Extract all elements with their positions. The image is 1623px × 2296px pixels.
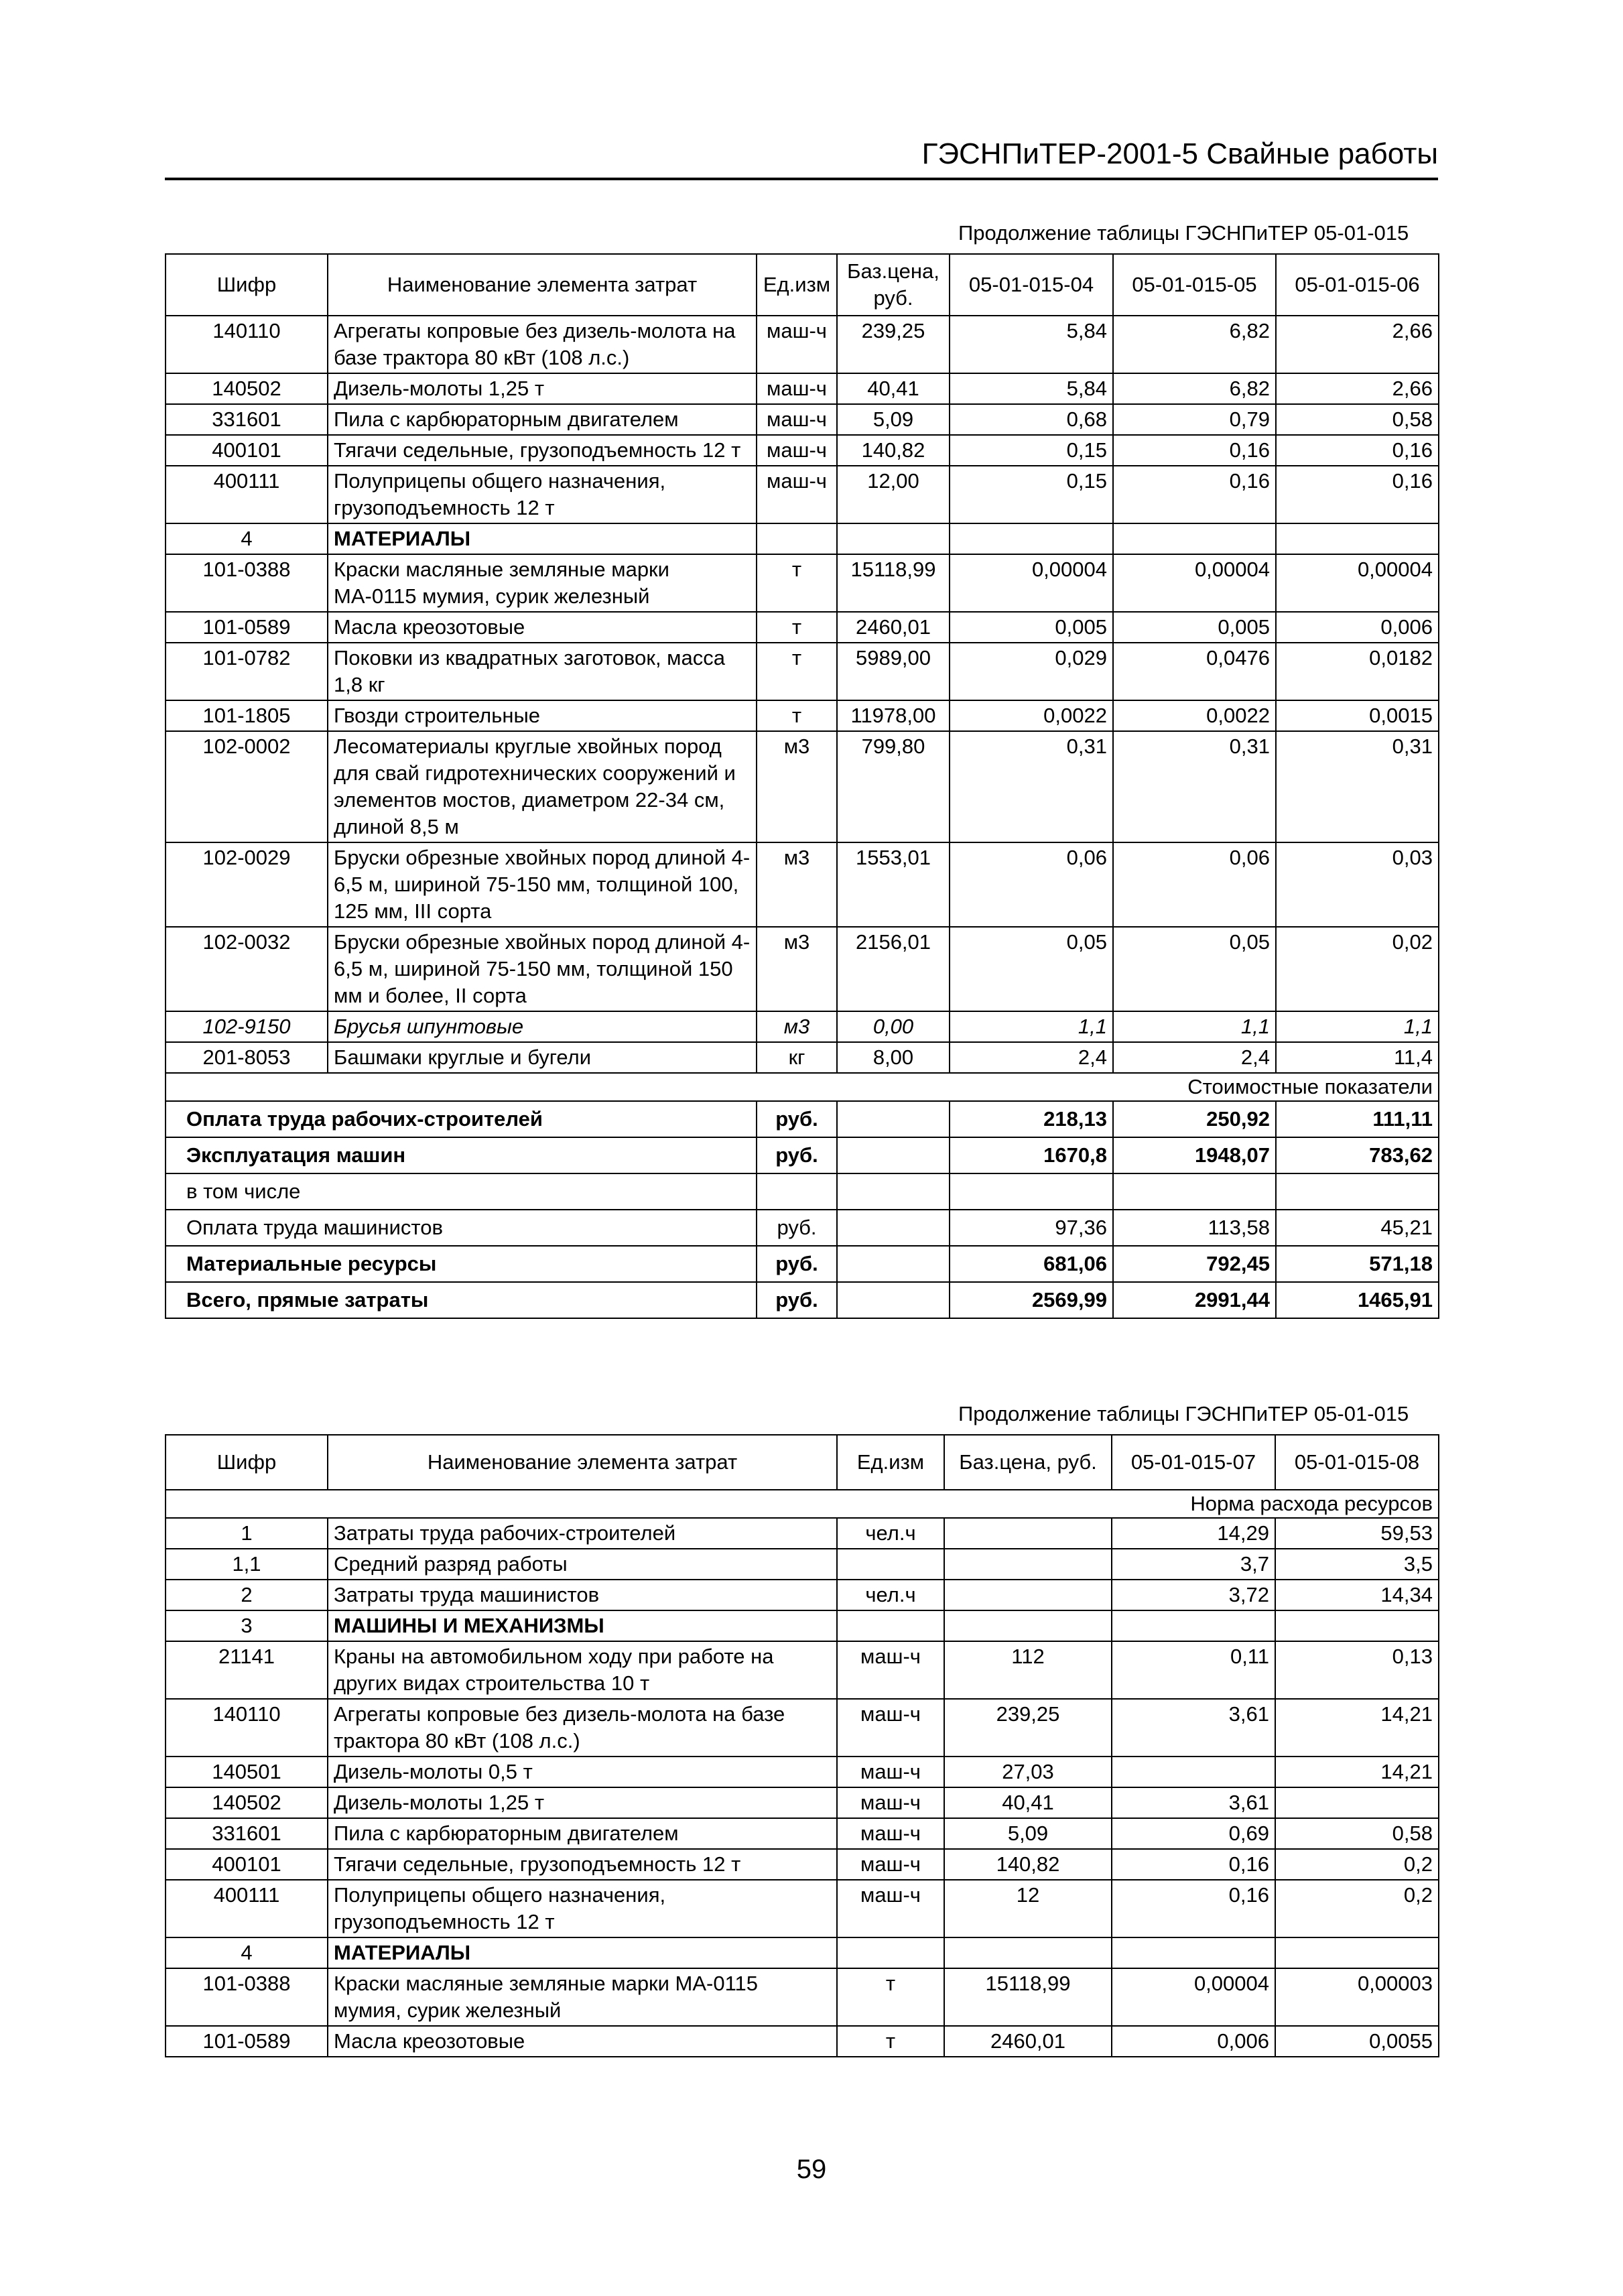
table-row [166,1757,1439,1787]
norm-value: 14,21 [1275,1699,1439,1757]
summary-row [166,1246,1439,1282]
resource-code: 201-8053 [166,1042,328,1073]
column-header: 05-01-015-07 [1112,1435,1275,1490]
column-header: 05-01-015-06 [1276,254,1439,316]
cost-value [1276,1173,1439,1210]
unit: руб. [757,1101,837,1137]
table-row [166,1937,1439,1968]
section-heading: МАШИНЫ И МЕХАНИЗМЫ [328,1610,837,1641]
resource-code: 102-0029 [166,842,328,927]
unit: руб. [757,1282,837,1318]
resource-code: 400101 [166,435,328,466]
table-row [166,1610,1439,1641]
base-price: 8,00 [837,1042,950,1073]
document-title: ГЭСНПиТЕР-2001-5 Свайные работы [921,137,1438,170]
norm-value: 0,00004 [1276,554,1439,612]
section-heading: МАТЕРИАЛЫ [328,1937,837,1968]
summary-label: Оплата труда рабочих-строителей [166,1101,757,1137]
table-row [166,1880,1439,1937]
base-price: 2156,01 [837,927,950,1011]
resource-code: 140502 [166,1787,328,1818]
resource-norm-label: Норма расхода ресурсов [166,1490,1439,1518]
norm-value: 2,4 [950,1042,1113,1073]
table-row [166,1549,1439,1580]
summary-label: Материальные ресурсы [166,1246,757,1282]
base-price: 5989,00 [837,643,950,700]
summary-row [166,1137,1439,1173]
column-header: 05-01-015-04 [950,254,1113,316]
unit: маш-ч [837,1880,944,1937]
resource-code: 102-0032 [166,927,328,1011]
resource-name: Полуприцепы общего назначения, грузоподъемность 12 т [328,466,757,523]
norm-value: 0,16 [1112,1849,1275,1880]
resource-code: 140110 [166,1699,328,1757]
column-header: Наименование элемента затрат [328,254,757,316]
base-price: 2460,01 [837,612,950,643]
norm-value: 0,69 [1112,1818,1275,1849]
base-price: 239,25 [944,1699,1112,1757]
base-price [944,1610,1112,1641]
table-row [166,554,1439,612]
base-price: 15118,99 [837,554,950,612]
unit: маш-ч [757,373,837,404]
resource-code: 101-1805 [166,700,328,731]
table2-header-row [166,1435,1439,1490]
table-row [166,316,1439,373]
table-row [166,1787,1439,1818]
base-price [944,1549,1112,1580]
table-row [166,700,1439,731]
norm-value: 59,53 [1275,1518,1439,1549]
resource-name: Затраты труда машинистов [328,1580,837,1610]
unit: маш-ч [757,435,837,466]
resource-name: Тягачи седельные, грузоподъемность 12 т [328,1849,837,1880]
unit [757,1173,837,1210]
resource-name: Брусья шпунтовые [328,1011,757,1042]
column-header: Шифр [166,254,328,316]
base-price: 40,41 [944,1787,1112,1818]
base-price: 140,82 [837,435,950,466]
summary-label: Эксплуатация машин [166,1137,757,1173]
base-price: 5,09 [944,1818,1112,1849]
resource-name: Дизель-молоты 0,5 т [328,1757,837,1787]
norm-value: 2,66 [1276,373,1439,404]
cost-value: 250,92 [1113,1101,1276,1137]
resource-name: Краски масляные земляные марки МА-0115 мумия, сурик железный [328,1968,837,2026]
table-row [166,466,1439,523]
norm-value: 0,00004 [1113,554,1276,612]
table-row [166,373,1439,404]
resource-name: Дизель-молоты 1,25 т [328,1787,837,1818]
norm-value: 0,31 [1276,731,1439,842]
section-band [166,1490,1439,1518]
resource-name: Масла креозотовые [328,612,757,643]
table-row [166,1641,1439,1699]
norm-value: 1,1 [950,1011,1113,1042]
table-row [166,927,1439,1011]
unit: м3 [757,842,837,927]
column-header: Баз.цена, руб. [837,254,950,316]
section-band [166,1073,1439,1101]
empty-cell [837,1173,950,1210]
unit [837,1610,944,1641]
norm-value: 0,05 [1113,927,1276,1011]
base-price: 0,00 [837,1011,950,1042]
page-number: 59 [796,2155,827,2184]
norm-value: 0,16 [1113,466,1276,523]
resource-name: Агрегаты копровые без дизель-молота на базе трактора 80 кВт (108 л.с.) [328,316,757,373]
resource-name: Масла креозотовые [328,2026,837,2057]
norm-value: 0,00003 [1275,1968,1439,2026]
resource-code: 400101 [166,1849,328,1880]
table2-caption: Продолжение таблицы ГЭСНПиТЕР 05-01-015 [958,1402,1409,1425]
base-price [944,1518,1112,1549]
resource-code: 4 [166,523,328,554]
norm-value: 0,00004 [950,554,1113,612]
resource-code: 400111 [166,466,328,523]
cost-value: 45,21 [1276,1210,1439,1246]
resource-code: 101-0388 [166,1968,328,2026]
resource-name: Башмаки круглые и бугели [328,1042,757,1073]
norm-value [1275,1787,1439,1818]
norm-value [1113,523,1276,554]
resource-name: Лесоматериалы круглые хвойных пород для свай гидротехнических сооружений и элементов мостов, диаметром 22-34 см, длиной 8,5 м [328,731,757,842]
norm-value: 14,29 [1112,1518,1275,1549]
resource-code: 140502 [166,373,328,404]
column-header: Ед.изм [837,1435,944,1490]
resource-code: 400111 [166,1880,328,1937]
norm-value: 1,1 [1113,1011,1276,1042]
table-row [166,612,1439,643]
unit [837,1549,944,1580]
cost-value: 1948,07 [1113,1137,1276,1173]
norm-value: 6,82 [1113,316,1276,373]
unit: руб. [757,1210,837,1246]
norm-value: 0,006 [1276,612,1439,643]
cost-value: 113,58 [1113,1210,1276,1246]
table1-caption: Продолжение таблицы ГЭСНПиТЕР 05-01-015 [958,221,1409,245]
base-price: 5,09 [837,404,950,435]
resource-name: Пила с карбюраторным двигателем [328,1818,837,1849]
norm-value: 3,61 [1112,1787,1275,1818]
norm-value: 0,68 [950,404,1113,435]
norm-value: 0,005 [950,612,1113,643]
norm-value: 0,16 [1113,435,1276,466]
resource-name: Пила с карбюраторным двигателем [328,404,757,435]
base-price: 112 [944,1641,1112,1699]
table-row [166,842,1439,927]
table-row [166,731,1439,842]
column-header: 05-01-015-08 [1275,1435,1439,1490]
column-header: 05-01-015-05 [1113,254,1276,316]
resource-table-2 [165,1434,1439,2057]
cost-value: 97,36 [950,1210,1113,1246]
base-price: 11978,00 [837,700,950,731]
page-header [165,137,1438,180]
base-price: 2460,01 [944,2026,1112,2057]
norm-value [1112,1610,1275,1641]
resource-name: Затраты труда рабочих-строителей [328,1518,837,1549]
cost-value: 783,62 [1276,1137,1439,1173]
cost-value: 792,45 [1113,1246,1276,1282]
base-price: 27,03 [944,1757,1112,1787]
resource-name: Агрегаты копровые без дизель-молота на базе трактора 80 кВт (108 л.с.) [328,1699,837,1757]
cost-indicators-label: Стоимостные показатели [166,1073,1439,1101]
norm-value: 6,82 [1113,373,1276,404]
base-price: 140,82 [944,1849,1112,1880]
base-price: 12,00 [837,466,950,523]
unit: м3 [757,1011,837,1042]
resource-code: 101-0388 [166,554,328,612]
resource-name: Дизель-молоты 1,25 т [328,373,757,404]
norm-value: 0,16 [1112,1880,1275,1937]
resource-name: Краны на автомобильном ходу при работе на других видах строительства 10 т [328,1641,837,1699]
norm-value: 0,0055 [1275,2026,1439,2057]
unit: т [757,554,837,612]
norm-value: 0,03 [1276,842,1439,927]
table-row [166,1818,1439,1849]
cost-value: 111,11 [1276,1101,1439,1137]
resource-code: 3 [166,1610,328,1641]
table-row [166,1518,1439,1549]
summary-label: Оплата труда машинистов [166,1210,757,1246]
summary-row [166,1173,1439,1210]
resource-name: Бруски обрезные хвойных пород длиной 4-6,5 м, шириной 75-150 мм, толщиной 100, 125 мм, III сорта [328,842,757,927]
norm-value: 1,1 [1276,1011,1439,1042]
resource-code: 331601 [166,1818,328,1849]
norm-value: 0,005 [1113,612,1276,643]
unit [837,1937,944,1968]
cost-value: 2569,99 [950,1282,1113,1318]
resource-code: 101-0589 [166,2026,328,2057]
empty-cell [837,1210,950,1246]
norm-value: 3,61 [1112,1699,1275,1757]
table-row [166,523,1439,554]
norm-value: 0,15 [950,466,1113,523]
resource-code: 2 [166,1580,328,1610]
norm-value: 11,4 [1276,1042,1439,1073]
empty-cell [837,1137,950,1173]
resource-code: 21141 [166,1641,328,1699]
norm-value [1276,523,1439,554]
cost-value: 1465,91 [1276,1282,1439,1318]
section-heading: МАТЕРИАЛЫ [328,523,757,554]
norm-value: 14,21 [1275,1757,1439,1787]
unit: т [757,700,837,731]
resource-code: 331601 [166,404,328,435]
resource-name: Тягачи седельные, грузоподъемность 12 т [328,435,757,466]
unit: м3 [757,927,837,1011]
resource-code: 140110 [166,316,328,373]
column-header: Наименование элемента затрат [328,1435,837,1490]
base-price: 40,41 [837,373,950,404]
resource-name: Бруски обрезные хвойных пород длиной 4-6,5 м, шириной 75-150 мм, толщиной 150 мм и более, II сорта [328,927,757,1011]
table-row [166,1699,1439,1757]
norm-value: 0,06 [1113,842,1276,927]
unit: маш-ч [757,404,837,435]
unit: руб. [757,1137,837,1173]
norm-value: 0,029 [950,643,1113,700]
norm-value: 0,0022 [950,700,1113,731]
resource-name: Поковки из квадратных заготовок, масса 1,8 кг [328,643,757,700]
norm-value [1112,1937,1275,1968]
resource-name: Полуприцепы общего назначения, грузоподъемность 12 т [328,1880,837,1937]
cost-value [1113,1173,1276,1210]
resource-code: 1 [166,1518,328,1549]
resource-table-1 [165,253,1439,1319]
base-price: 15118,99 [944,1968,1112,2026]
unit: чел.ч [837,1580,944,1610]
unit [757,523,837,554]
cost-value: 571,18 [1276,1246,1439,1282]
empty-cell [837,1101,950,1137]
base-price [944,1580,1112,1610]
table-row [166,1968,1439,2026]
norm-value: 0,58 [1276,404,1439,435]
unit: чел.ч [837,1518,944,1549]
unit: маш-ч [837,1849,944,1880]
norm-value: 0,05 [950,927,1113,1011]
table1-header-row [166,254,1439,316]
norm-value [1112,1757,1275,1787]
resource-code: 101-0589 [166,612,328,643]
table-row [166,435,1439,466]
unit: т [757,643,837,700]
norm-value: 0,11 [1112,1641,1275,1699]
resource-name: Гвозди строительные [328,700,757,731]
norm-value: 0,79 [1113,404,1276,435]
empty-cell [837,1246,950,1282]
cost-value: 1670,8 [950,1137,1113,1173]
norm-value: 0,00004 [1112,1968,1275,2026]
summary-label: в том числе [166,1173,757,1210]
norm-value: 0,0182 [1276,643,1439,700]
norm-value [1275,1937,1439,1968]
table-row [166,643,1439,700]
unit: маш-ч [837,1757,944,1787]
column-header: Ед.изм [757,254,837,316]
unit: т [757,612,837,643]
cost-value: 218,13 [950,1101,1113,1137]
unit: маш-ч [837,1787,944,1818]
table-row [166,404,1439,435]
norm-value: 2,66 [1276,316,1439,373]
base-price: 799,80 [837,731,950,842]
resource-code: 102-0002 [166,731,328,842]
norm-value: 0,13 [1275,1641,1439,1699]
base-price [837,523,950,554]
resource-code: 101-0782 [166,643,328,700]
base-price: 239,25 [837,316,950,373]
resource-code: 102-9150 [166,1011,328,1042]
resource-code: 140501 [166,1757,328,1787]
norm-value: 0,16 [1276,466,1439,523]
norm-value: 3,5 [1275,1549,1439,1580]
norm-value [950,523,1113,554]
base-price: 12 [944,1880,1112,1937]
norm-value: 5,84 [950,373,1113,404]
norm-value: 0,2 [1275,1849,1439,1880]
base-price [944,1937,1112,1968]
base-price: 1553,01 [837,842,950,927]
norm-value: 0,31 [950,731,1113,842]
norm-value: 0,0015 [1276,700,1439,731]
table-row [166,1849,1439,1880]
column-header: Шифр [166,1435,328,1490]
empty-cell [837,1282,950,1318]
summary-row [166,1210,1439,1246]
summary-label: Всего, прямые затраты [166,1282,757,1318]
norm-value: 0,31 [1113,731,1276,842]
norm-value: 0,16 [1276,435,1439,466]
unit: кг [757,1042,837,1073]
summary-row [166,1282,1439,1318]
norm-value: 3,7 [1112,1549,1275,1580]
norm-value: 0,006 [1112,2026,1275,2057]
unit: м3 [757,731,837,842]
resource-name: Средний разряд работы [328,1549,837,1580]
resource-code: 1,1 [166,1549,328,1580]
norm-value: 3,72 [1112,1580,1275,1610]
table-row [166,1011,1439,1042]
unit: т [837,1968,944,2026]
column-header: Баз.цена, руб. [944,1435,1112,1490]
table-row [166,2026,1439,2057]
norm-value: 0,02 [1276,927,1439,1011]
cost-value: 681,06 [950,1246,1113,1282]
norm-value [1275,1610,1439,1641]
norm-value: 14,34 [1275,1580,1439,1610]
cost-value [950,1173,1113,1210]
norm-value: 0,58 [1275,1818,1439,1849]
table-row [166,1042,1439,1073]
resource-name: Краски масляные земляные марки МА-0115 мумия, сурик железный [328,554,757,612]
unit: маш-ч [837,1699,944,1757]
unit: руб. [757,1246,837,1282]
norm-value: 0,15 [950,435,1113,466]
norm-value: 0,06 [950,842,1113,927]
resource-code: 4 [166,1937,328,1968]
norm-value: 0,0022 [1113,700,1276,731]
table-row [166,1580,1439,1610]
unit: маш-ч [757,316,837,373]
unit: т [837,2026,944,2057]
unit: маш-ч [757,466,837,523]
norm-value: 0,2 [1275,1880,1439,1937]
unit: маш-ч [837,1641,944,1699]
summary-row [166,1101,1439,1137]
norm-value: 0,0476 [1113,643,1276,700]
norm-value: 2,4 [1113,1042,1276,1073]
unit: маш-ч [837,1818,944,1849]
norm-value: 5,84 [950,316,1113,373]
cost-value: 2991,44 [1113,1282,1276,1318]
